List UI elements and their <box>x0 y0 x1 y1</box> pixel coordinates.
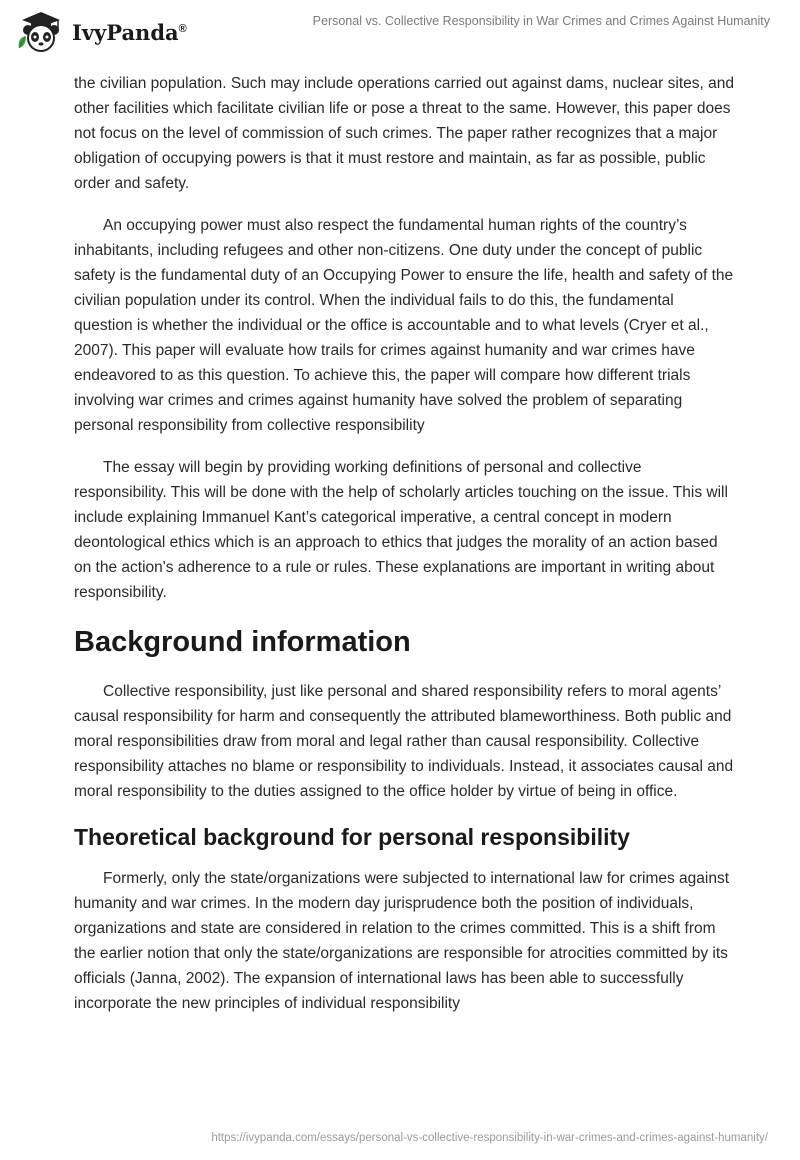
brand-name: IvyPanda® <box>72 19 187 45</box>
brand-logo[interactable] <box>14 8 187 54</box>
paragraph: An occupying power must also respect the fundamental human rights of the country’s inhabitants, including refugees and other non-citizens. One duty under the concept of public safety is the fundamental duty of an Occupying Power to ensure the life, health and safety of the civilian population under its control. When the individual fails to do this, the fundamental question is whether the individual or the office is accountable and to what levels (Cryer et al., 2007). This paper will evaluate how trails for crimes against humanity and war crimes have endeavored to as this question. To achieve this, the paper will compare how different trials involving war crimes and crimes against humanity have solved the problem of separating personal responsibility from collective responsibility <box>74 217 734 434</box>
source-url[interactable]: https://ivypanda.com/essays/personal-vs-collective-responsibility-in-war-crimes-and-crimes-against-humanity/ <box>211 1132 768 1144</box>
paragraph: The essay will begin by providing working definitions of personal and collective responsibility. This will be done with the help of scholarly articles touching on the issue. This will include explaining Immanuel Kant’s categorical imperative, a central concept in modern deontological ethics which is an approach to ethics that judges the morality of an action based on the action's adherence to a rule or rules. These explanations are important in writing about responsibility. <box>74 459 728 601</box>
registered-mark: ® <box>178 22 187 35</box>
panda-logo-icon <box>14 8 68 54</box>
section-heading: Background information <box>74 626 411 658</box>
document-title: Personal vs. Collective Responsibility in War Crimes and Crimes Against Humanity <box>312 14 770 28</box>
subsection-heading: Theoretical background for personal responsibility <box>74 824 630 850</box>
article-body <box>74 71 734 1033</box>
paragraph: Formerly, only the state/organizations were subjected to international law for crimes against humanity and war crimes. In the modern day jurisprudence both the position of individuals, organizations and state are considered in relation to the crimes committed. This is a shift from the earlier notion that only the state/organizations are responsible for atrocities committed by its officials (Janna, 2002). The expansion of international laws has been able to successfully incorporate the new principles of individual responsibility <box>74 870 730 1012</box>
paragraph: the civilian population. Such may include operations carried out against dams, nuclear sites, and other facilities which facilitate civilian life or pose a threat to the same. However, this paper does not focus on the level of commission of such crimes. The paper rather recognizes that a major obligation of occupying powers is that it must restore and maintain, as far as possible, public order and safety. <box>74 75 734 192</box>
paragraph: Collective responsibility, just like personal and shared responsibility refers to moral agents’ causal responsibility for harm and consequently the attributed blameworthiness. Both public and moral responsibilities draw from moral and legal rather than causal responsibility. Collective responsibility attaches no blame or responsibility to individuals. Instead, it associates causal and moral responsibility to the duties assigned to the office holder by virtue of being in office. <box>74 683 734 800</box>
